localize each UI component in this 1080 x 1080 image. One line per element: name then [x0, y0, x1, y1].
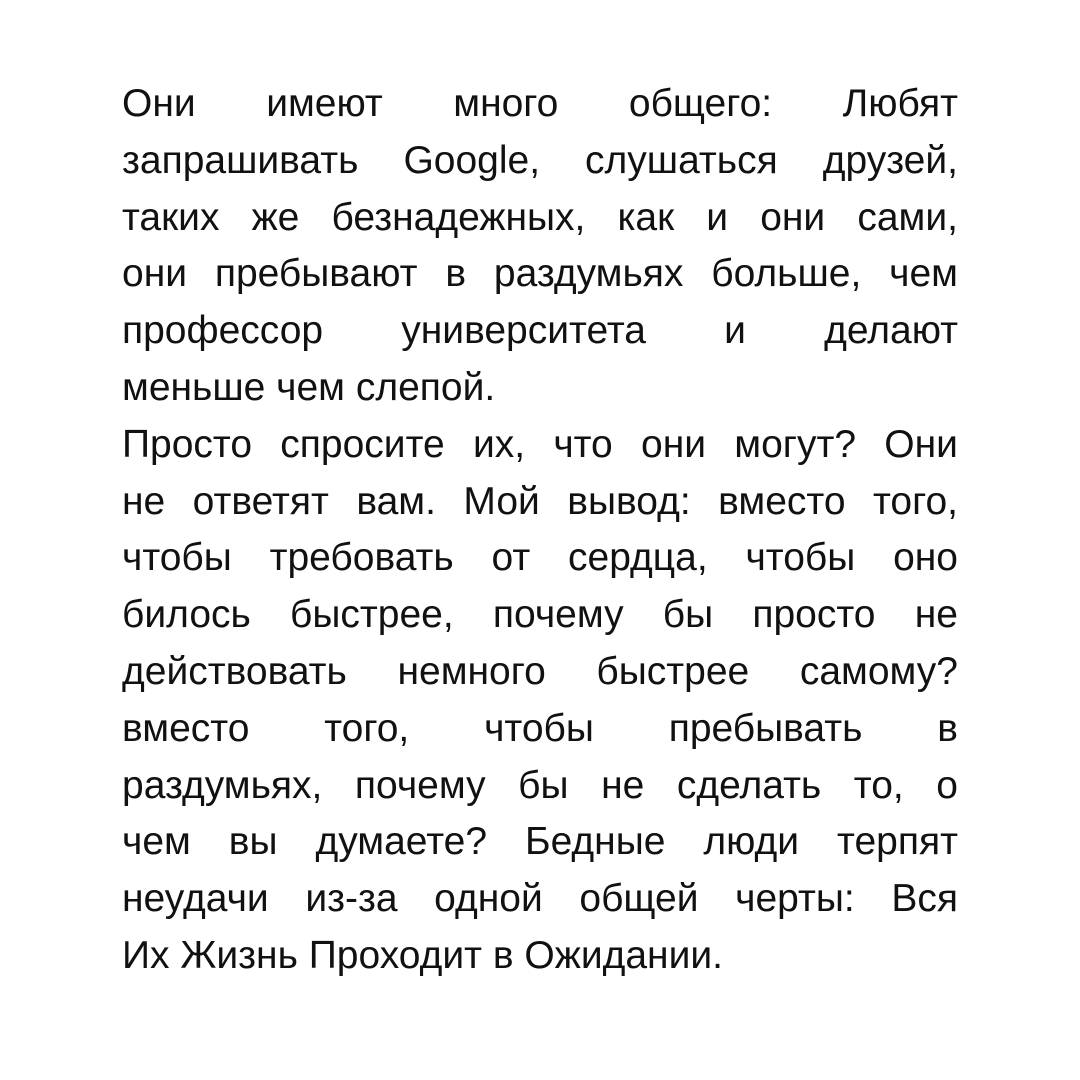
text-line: раздумьях, почему бы не сделать то, о: [122, 763, 958, 807]
text-line: действовать немного быстрее самому?: [122, 649, 958, 693]
text-line: не ответят вам. Мой вывод: вместо того,: [122, 479, 958, 523]
text-line: меньше чем слепой.: [122, 365, 496, 409]
text-line: неудачи из-за одной общей черты: Вся: [122, 877, 958, 921]
text-line: Они имеют много общего: Любят: [122, 82, 958, 125]
text-line: они пребывают в раздумьях больше, чем: [122, 252, 958, 296]
paragraph-1: [122, 76, 958, 417]
text-line: чтобы требовать от сердца, чтобы оно: [122, 536, 958, 580]
text-line: запрашивать Google, слушаться друзей,: [122, 138, 958, 182]
text-line: Просто спросите их, что они могут? Они: [122, 422, 958, 466]
text-line: билось быстрее, почему бы просто не: [122, 593, 958, 637]
body-text: [122, 76, 958, 985]
text-line: таких же безнадежных, как и они сами,: [122, 195, 958, 239]
text-line: чем вы думаете? Бедные люди терпят: [122, 820, 958, 864]
paragraph-2: [122, 417, 958, 985]
text-line: Их Жизнь Проходит в Ожидании.: [122, 933, 723, 977]
text-line: вместо того, чтобы пребывать в: [122, 706, 958, 750]
text-line: профессор университета и делают: [122, 309, 958, 353]
